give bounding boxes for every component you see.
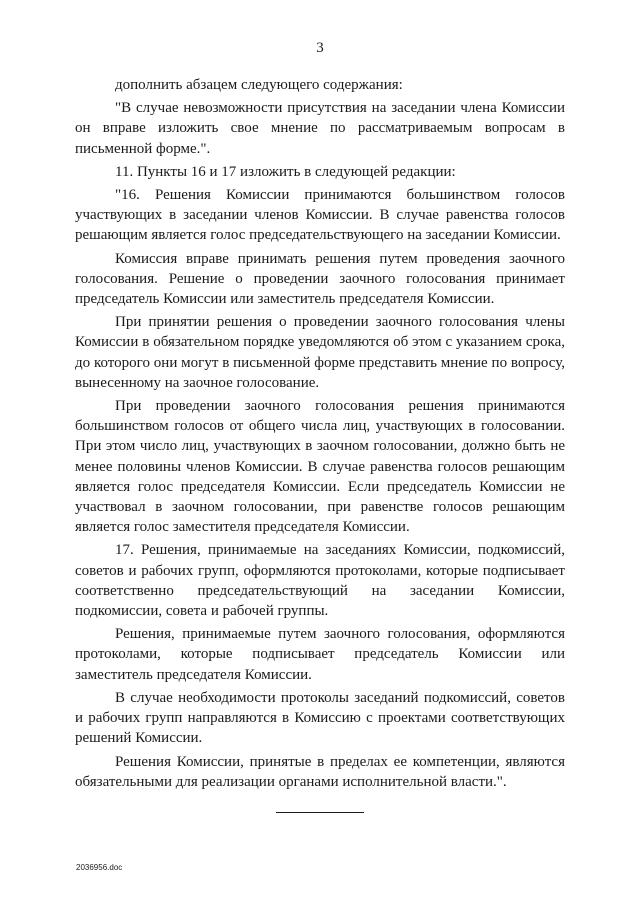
end-separator-line [276, 812, 364, 813]
paragraph-voting-majority: При проведении заочного голосования решения принимаются большинством голосов от общего числа лиц, участвующих в голосовании. При этом число лиц, участвующих в заочном голосовании, должно быть не менее половины членов Комиссии. В случае равенства голосов решающим является голос председателя Комиссии. Если председатель Комиссии не участвовал в заочном голосовании, при равенстве голосов решающим является голос заместителя председателя Комиссии. [75, 398, 565, 536]
page-number: 3 [316, 40, 324, 56]
paragraph-binding-decisions: Решения Комиссии, принятые в пределах ее компетенции, являются обязательными для реализации органами исполнительной власти.". [75, 753, 565, 790]
paragraph-voting-notice: При принятии решения о проведении заочного голосования члены Комиссии в обязательном порядке уведомляются об этом с указанием срока, до которого они могут в письменной форме представить мнение по вопросу, вынесенному на заочное голосование. [75, 314, 565, 391]
paragraph-absence-opinion: "В случае невозможности присутствия на заседании члена Комиссии он вправе изложить свое мнение по рассматриваемым вопросам в письменной форме.". [75, 100, 565, 157]
paragraph-point-17: 17. Решения, принимаемые на заседаниях Комиссии, подкомиссий, советов и рабочих групп, оформляются протоколами, которые подписывает соответственно председательствующий на заседании Комиссии, подкомиссии, совета и рабочей группы. [75, 542, 565, 620]
paragraph-protocols-direction: В случае необходимости протоколы заседаний подкомиссий, советов и рабочих групп направляются в Комиссию с проектами соответствующих решений Комиссии. [75, 689, 565, 747]
document-body [75, 75, 565, 795]
paragraph-item-11: 11. Пункты 16 и 17 изложить в следующей редакции: [115, 163, 456, 180]
paragraph-intro: дополнить абзацем следующего содержания: [115, 77, 403, 93]
footer-filename: 2036956.doc [76, 863, 123, 872]
paragraph-point-16: "16. Решения Комиссии принимаются большинством голосов участвующих в заседании членов Комиссии. В случае равенства голосов решающим является голос председательствующего на заседании Комиссии. [75, 187, 565, 244]
paragraph-absentee-voting: Комиссия вправе принимать решения путем проведения заочного голосования. Решение о проведении заочного голосования принимает председатель Комиссии или заместитель председателя Комиссии. [75, 250, 565, 308]
paragraph-absentee-protocols: Решения, принимаемые путем заочного голосования, оформляются протоколами, которые подписывает председатель Комиссии или заместитель председателя Комиссии. [75, 626, 565, 683]
